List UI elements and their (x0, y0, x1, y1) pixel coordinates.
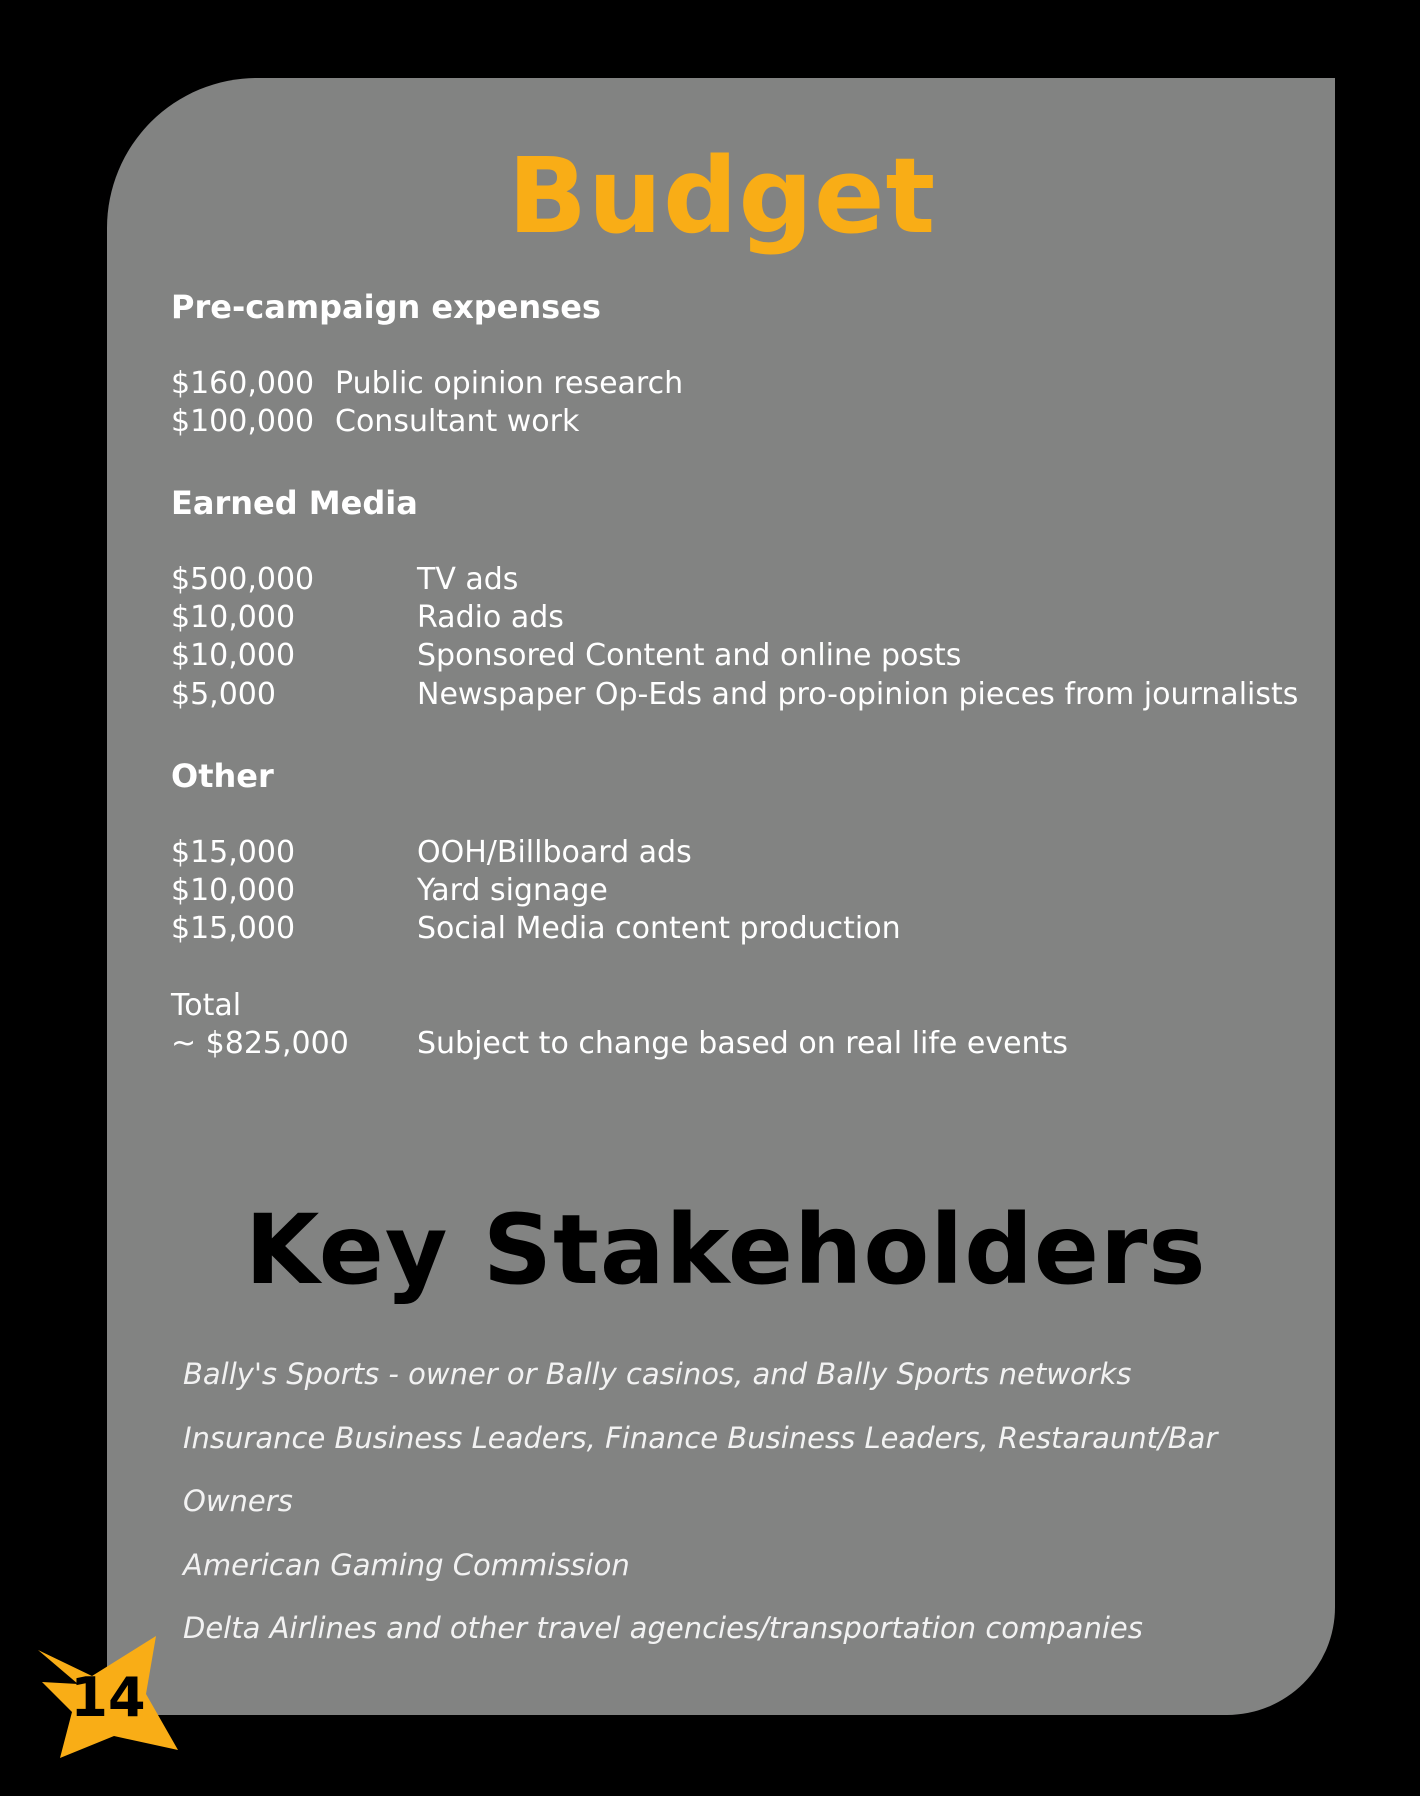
budget-item-label: Yard signage (417, 873, 608, 908)
budget-amount: $5,000 (171, 677, 276, 712)
budget-amount: $160,000 (171, 366, 315, 401)
stakeholder-item: Delta Airlines and other travel agencies/transportation companies (183, 1611, 1143, 1645)
stakeholder-item: Owners (183, 1484, 293, 1518)
budget-amount: $500,000 (171, 562, 315, 597)
pre-campaign-heading: Pre-campaign expenses (171, 288, 601, 326)
budget-item-label: Public opinion research (335, 366, 684, 401)
budget-item-label: Social Media content production (417, 911, 901, 946)
budget-item-label: TV ads (417, 562, 519, 597)
total-amount: ~ $825,000 (171, 1026, 349, 1061)
budget-amount: $15,000 (171, 835, 296, 870)
stakeholder-item: Insurance Business Leaders, Finance Business Leaders, Restaraunt/Bar (183, 1421, 1218, 1455)
budget-amount: $10,000 (171, 600, 296, 635)
budget-item-label: Newspaper Op-Eds and pro-opinion pieces from journalists (417, 677, 1299, 712)
budget-item-label: Consultant work (335, 404, 580, 439)
budget-item-label: Radio ads (417, 600, 564, 635)
budget-item-label: Sponsored Content and online posts (417, 638, 962, 673)
earned-media-heading: Earned Media (171, 484, 418, 522)
budget-amount: $10,000 (171, 638, 296, 673)
stakeholder-item: American Gaming Commission (183, 1548, 630, 1582)
budget-amount: $100,000 (171, 404, 315, 439)
total-label: Total (171, 988, 242, 1023)
budget-amount: $10,000 (171, 873, 296, 908)
other-heading: Other (171, 757, 274, 795)
total-note: Subject to change based on real life events (417, 1026, 1068, 1061)
budget-amount: $15,000 (171, 911, 296, 946)
budget-item-label: OOH/Billboard ads (417, 835, 692, 870)
stakeholder-item: Bally's Sports - owner or Bally casinos, and Bally Sports networks (183, 1357, 1132, 1391)
page-number: 14 (70, 1666, 146, 1729)
budget-title: Budget (507, 135, 937, 257)
stakeholders-title: Key Stakeholders (245, 1194, 1207, 1306)
